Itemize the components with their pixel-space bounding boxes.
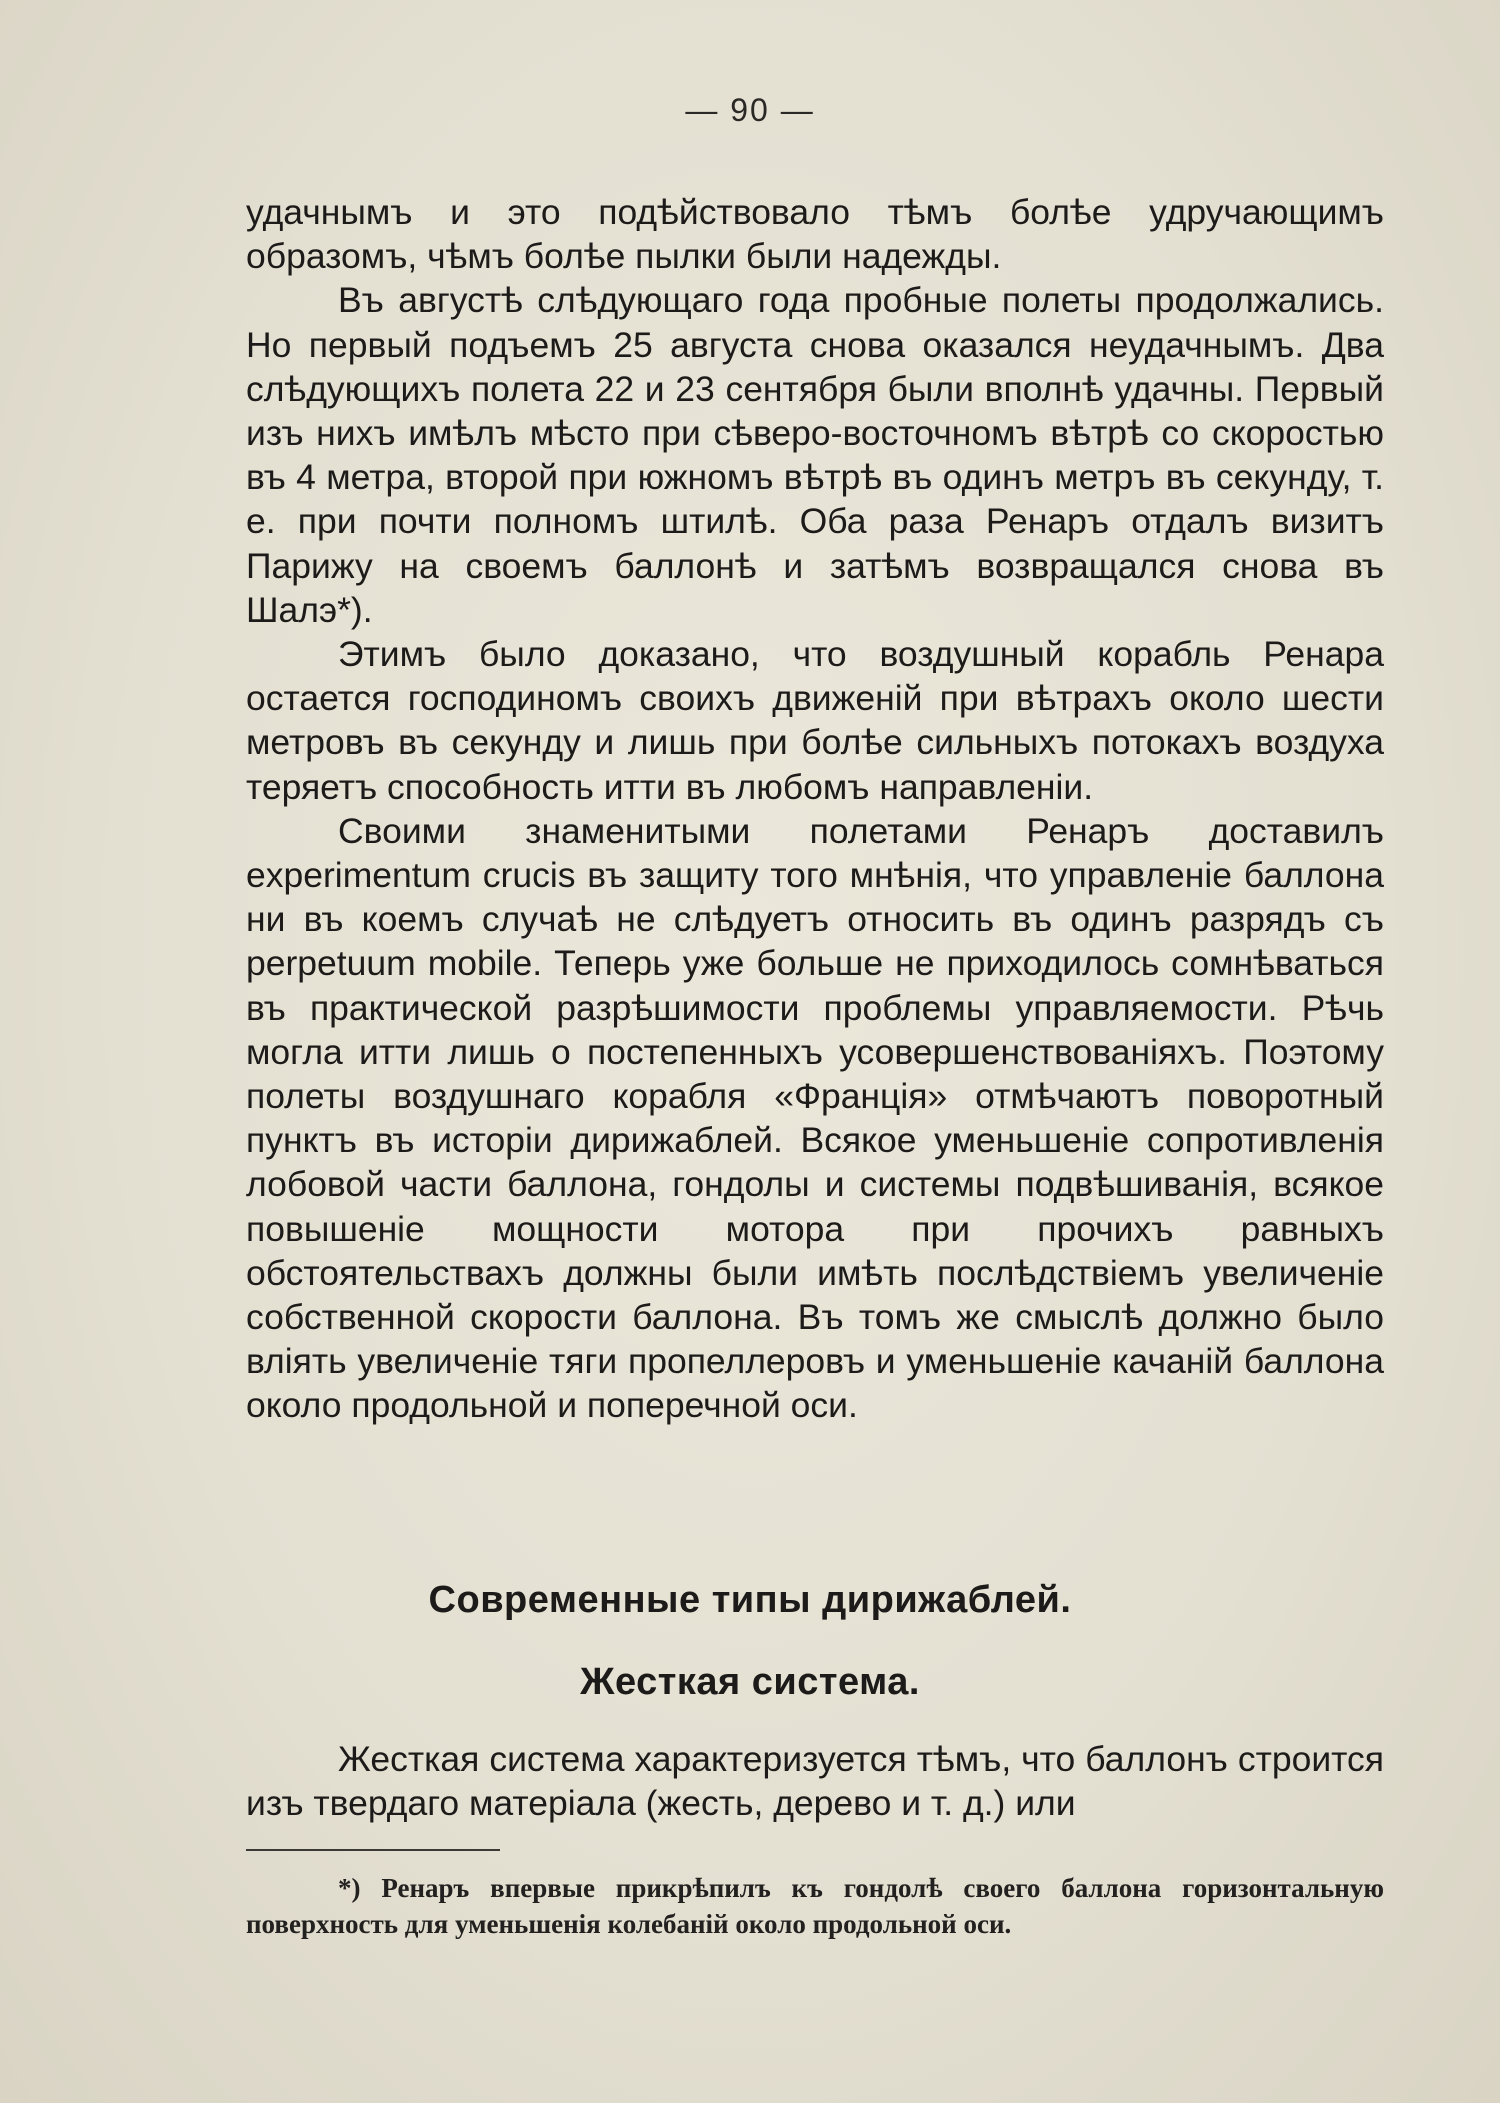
section-heading: Современные типы дирижаблей. [428, 1579, 1072, 1621]
footnote-text: *) Ренаръ впервые прикрѣпилъ къ гондолѣ своего баллона горизонтальную поверхность для уменьшенiя колебанiй около продольной оси. [246, 1873, 1384, 1939]
paragraph-rigid-system: Жесткая система характеризуется тѣмъ, что баллонъ строится изъ твердаго матерiала (жесть, дерево и т. д.) или [246, 1739, 1384, 1824]
footnote [246, 1870, 1384, 1942]
section-text [246, 1737, 1384, 1825]
paragraph-continuation: удачнымъ и это подѣйствовало тѣмъ болѣе удручающимъ образомъ, чѣмъ болѣе пылки были надежды. [246, 192, 1384, 277]
paragraph-proof: Этимъ было доказано, что воздушный корабль Ренара остается господиномъ своихъ движенiй при вѣтрахъ около шести метровъ въ секунду и лишь при болѣе сильныхъ потокахъ воздуха теряетъ способность итти въ любомъ направленiи. [246, 634, 1384, 807]
paragraph-experimentum: Своими знаменитыми полетами Ренаръ доставилъ experimentum crucis въ защиту того мнѣнiя, что управленiе баллона ни въ коемъ случаѣ не слѣдуетъ относить въ одинъ разрядъ съ perpetuum mobile. Теперь уже больше не приходилось сомнѣваться въ практической разрѣшимости проблемы управляемости. Рѣчь могла итти лишь о постепенныхъ усовершенствованiяхъ. Поэтому полеты воздушнаго корабля «Францiя» отмѣчаютъ поворотный пунктъ въ исторiи дирижаблей. Всякое уменьшенiе сопротивленiя лобовой части баллона, гондолы и системы подвѣшиванiя, всякое повышенiе мощности мотора при прочихъ равныхъ обстоятельствахъ должны были имѣть послѣдствiемъ увеличенiе собственной скорости баллона. Въ томъ же смыслѣ должно было влiять увеличенiе тяги пропеллеровъ и уменьшенiе качанiй баллона около продольной и поперечной оси. [246, 810, 1384, 1426]
section-subheading: Жесткая система. [580, 1661, 920, 1703]
paragraph-test-flights: Въ августѣ слѣдующаго года пробные полеты продолжались. Но первый подъемъ 25 августа снова оказался неудачнымъ. Два слѣдующихъ полета 22 и 23 сентября были вполнѣ удачны. Первый изъ нихъ имѣлъ мѣсто при сѣверо-восточномъ вѣтрѣ со скоростью въ 4 метра, второй при южномъ вѣтрѣ въ одинъ метръ въ секунду, т. е. при почти полномъ штилѣ. Оба раза Ренаръ отдалъ визитъ Парижу на своемъ баллонѣ и затѣмъ возвращался снова въ Шалэ*). [246, 280, 1384, 630]
footnote-divider [246, 1849, 500, 1851]
main-text [246, 190, 1384, 1428]
page-number: — 90 — [685, 92, 815, 128]
